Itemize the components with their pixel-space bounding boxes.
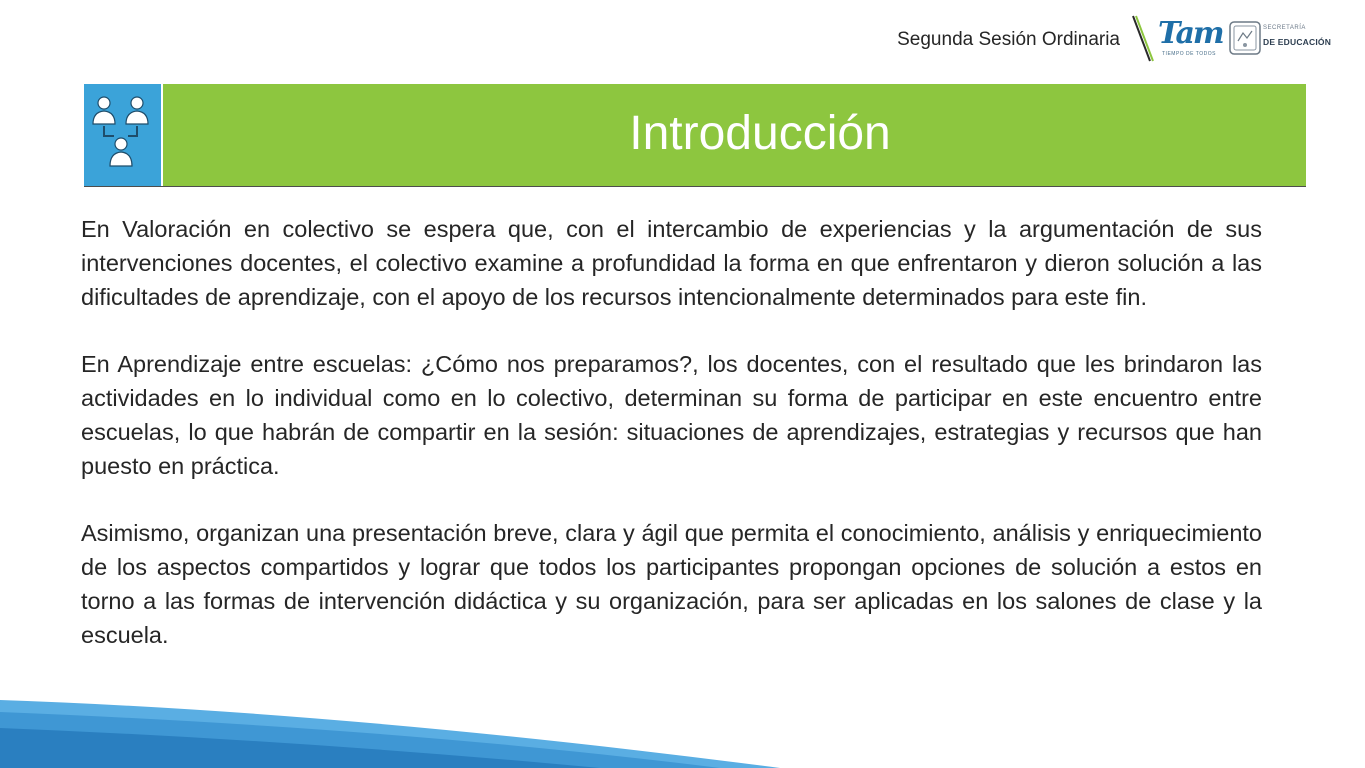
sep-logo-line1: SECRETARÍA <box>1263 25 1306 31</box>
paragraph-1: En Valoración en colectivo se espera que, con el intercambio de experiencias y la argumentación de sus intervenciones docentes, el colectivo examine a profundidad la forma en que enfrentaron y dieron solución a las dificultades de aprendizaje, con el apoyo de los recursos intencionalmente determinados para este fin. <box>81 216 1262 310</box>
sep-logo-line2: DE EDUCACIÓN <box>1263 37 1332 47</box>
paragraph-2: En Aprendizaje entre escuelas: ¿Cómo nos preparamos?, los docentes, con el resultado que les brindaron las actividades en lo individual como en lo colectivo, determinan su forma de participar en este encuentro entre escuelas, lo que habrán de compartir en la sesión: situaciones de aprendizajes, estrategias y recursos que han puesto en práctica. <box>81 351 1262 479</box>
logo-slash <box>1130 14 1154 64</box>
session-title: Segunda Sesión Ordinaria <box>897 29 1120 50</box>
footer-wave-decoration <box>0 698 1365 768</box>
tam-logo-wordmark: Tam <box>1158 16 1223 51</box>
body-content <box>81 212 1262 685</box>
state-seal-icon <box>1229 21 1261 55</box>
page-title: Introducción <box>629 107 891 160</box>
tam-logo <box>1158 18 1226 62</box>
tam-logo-tagline: TIEMPO DE TODOS <box>1162 51 1216 57</box>
paragraph-3: Asimismo, organizan una presentación breve, clara y ágil que permita el conocimiento, análisis y enriquecimiento de los aspectos compartidos y lograr que todos los participantes propongan opciones de solución a estos en torno a las formas de intervención didáctica y su organización, para ser aplicadas en los salones de clase y la escuela. <box>81 520 1262 648</box>
title-band <box>84 84 1306 187</box>
